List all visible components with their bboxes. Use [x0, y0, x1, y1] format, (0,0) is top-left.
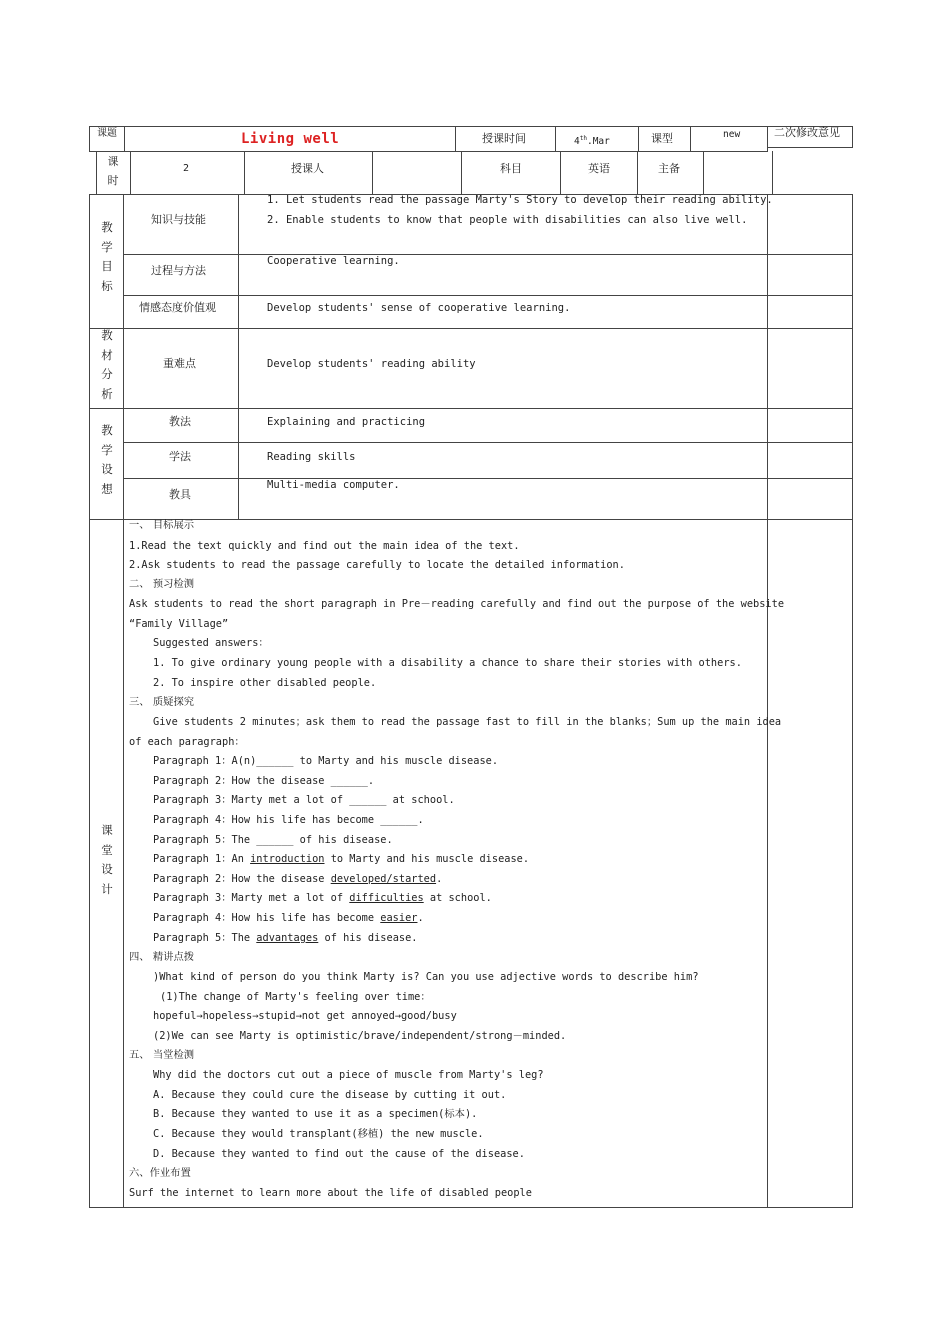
attitude-values-value: Develop students' sense of cooperative learning.	[267, 302, 571, 314]
process-method-label: 过程与方法	[151, 264, 206, 277]
heading-test: 五、 当堂检测	[129, 1049, 195, 1061]
test-option-d: D. Because they wanted to find out the cause of the disease.	[153, 1148, 525, 1160]
suggested-answer-2: 2. To inspire other disabled people.	[153, 677, 377, 689]
suggested-answers-label: Suggested answers：	[153, 637, 269, 649]
blank-para-1: Paragraph 1：A(n)______ to Marty and his muscle disease.	[153, 755, 499, 767]
heading-goals: 一、 目标展示	[129, 519, 195, 531]
suggested-answer-1: 1. To give ordinary young people with a disability a chance to share their stories with others.	[153, 657, 742, 669]
heading-preview: 二、 预习检测	[129, 578, 195, 590]
teaching-tools-value: Multi-media computer.	[267, 479, 400, 491]
test-question: Why did the doctors cut out a piece of muscle from Marty's leg?	[153, 1069, 544, 1081]
answer-para-3: Paragraph 3：Marty met a lot of difficulties at school.	[153, 892, 492, 904]
preview-task-website: “Family Village”	[129, 618, 229, 630]
attitude-values-label: 情感态度价值观	[139, 301, 216, 314]
objectives-section-label: 教学目标	[101, 220, 113, 293]
design-section-label: 教学设想	[101, 423, 113, 496]
key-points-value: Develop students' reading ability	[267, 358, 476, 370]
subject-title-label: 课题	[97, 128, 117, 139]
knowledge-skills-label: 知识与技能	[151, 213, 206, 226]
lead-preparer-label: 主备	[658, 162, 680, 175]
lesson-section-label: 课堂设计	[101, 823, 113, 896]
answer-para-5: Paragraph 5：The advantages of his disease.	[153, 932, 418, 944]
answer-para-4: Paragraph 4：How his life has become easier.	[153, 912, 424, 924]
teaching-tools-label: 教具	[169, 488, 191, 501]
goal-2: 2.Ask students to read the passage carefully to locate the detailed information.	[129, 559, 625, 571]
blank-para-5: Paragraph 5：The ______ of his disease.	[153, 834, 393, 846]
process-method-value: Cooperative learning.	[267, 255, 400, 267]
test-option-c: C. Because they would transplant(移植) the new muscle.	[153, 1128, 484, 1140]
test-option-a: A. Because they could cure the disease by cutting it out.	[153, 1089, 507, 1101]
test-option-b: B. Because they wanted to use it as a specimen(标本).	[153, 1108, 478, 1120]
study-method-label: 学法	[169, 450, 191, 463]
goal-1: 1.Read the text quickly and find out the main idea of the text.	[129, 540, 520, 552]
class-hours-value: 2	[183, 163, 190, 174]
subject-label: 科目	[500, 162, 522, 175]
heading-explain: 四、 精讲点拨	[129, 951, 195, 963]
lesson-type-value: new	[723, 129, 741, 140]
blank-para-4: Paragraph 4：How his life has become ______.	[153, 814, 424, 826]
preview-task: Ask students to read the short paragraph in Pre－reading carefully and find out the purpose of the website	[129, 598, 785, 610]
teacher-label: 授课人	[291, 162, 324, 175]
key-points-label: 重难点	[163, 357, 196, 370]
explain-question: )What kind of person do you think Marty is? Can you use adjective words to describe him?	[153, 971, 699, 983]
explain-point-2: (2)We can see Marty is optimistic/brave/independent/strong－minded.	[153, 1030, 567, 1042]
knowledge-objective-2: 2. Enable students to know that people with disabilities can also live well.	[267, 214, 748, 226]
answer-para-2: Paragraph 2：How the disease developed/started.	[153, 873, 443, 885]
subject-value: 英语	[588, 162, 610, 175]
lesson-type-label: 课型	[651, 132, 673, 145]
teaching-method-value: Explaining and practicing	[267, 416, 426, 428]
heading-homework: 六、作业布置	[129, 1167, 191, 1179]
blank-para-2: Paragraph 2：How the disease ______.	[153, 775, 375, 787]
lesson-title: Living well	[241, 131, 340, 147]
teaching-method-label: 教法	[169, 415, 191, 428]
feeling-change: hopeful→hopeless→stupid→not get annoyed→good/busy	[153, 1010, 457, 1022]
teaching-date: 4th.Mar	[574, 135, 610, 148]
knowledge-objective-1: 1. Let students read the passage Marty's Story to develop their reading ability.	[267, 194, 773, 206]
heading-explore: 三、 质疑探究	[129, 696, 195, 708]
homework-task: Surf the internet to learn more about the life of disabled people	[129, 1187, 532, 1199]
study-method-value: Reading skills	[267, 451, 356, 463]
answer-para-1: Paragraph 1：An introduction to Marty and his muscle disease.	[153, 853, 530, 865]
explore-task: Give students 2 minutes；ask them to read the passage fast to fill in the blanks；Sum up the main idea	[153, 716, 782, 728]
revision-label: 二次修改意见	[774, 126, 840, 139]
material-section-label: 教材分析	[101, 328, 113, 401]
explain-point-1: (1)The change of Marty's feeling over time：	[160, 991, 431, 1003]
class-hours-label: 课时	[107, 155, 119, 187]
teaching-time-label: 授课时间	[482, 132, 526, 145]
blank-para-3: Paragraph 3：Marty met a lot of ______ at school.	[153, 794, 455, 806]
explore-task-cont: of each paragraph：	[129, 736, 245, 748]
